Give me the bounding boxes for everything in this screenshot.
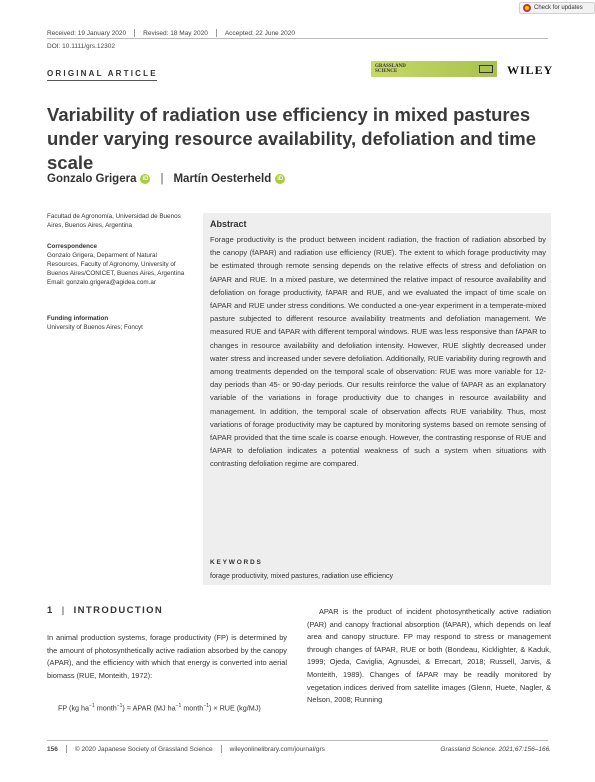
- intro-paragraph-right: APAR is the product of incident photosynthetically active radiation (PAR) and canopy fractional absorption (fAPAR), which depends on leaf area and canopy structure. FP may respond to stress or management through changes of fAPAR, RUE or both (Bondeau, Kicklighter, & Kaduk, 1999; Ojeda, Caviglia, Agnusdei, & Errecart, 2018; Russell, Jarvis, & Monteith, 1989). Changes of fAPAR may be readily monitored by vegetation indices derived from satellite images (Glenn, Huete, Nagler, & Nelson, 2008; Running: [307, 607, 551, 705]
- journal-logo-line1: GRASSLAND: [375, 64, 406, 69]
- page-footer: [47, 745, 551, 753]
- correspondence-email[interactable]: Email: gonzalo.grigera@agidea.com.ar: [47, 279, 156, 286]
- journal-logo: [371, 61, 497, 77]
- copyright: © 2020 Japanese Society of Grassland Science: [74, 745, 213, 753]
- journal-url[interactable]: wileyonlinelibrary.com/journal/grs: [229, 745, 325, 753]
- section-number: 1: [47, 605, 54, 616]
- author-name[interactable]: Gonzalo Grigera: [47, 173, 137, 185]
- check-for-updates-label: Check for updates: [534, 5, 583, 11]
- check-for-updates-icon: [523, 4, 531, 12]
- article-type-underline: [47, 80, 157, 81]
- keywords-heading: KEYWORDS: [210, 559, 263, 566]
- correspondence: [47, 242, 187, 287]
- correspondence-body: Gonzalo Grigera, Deparment of Natural Resources, Faculty of Agronomy, University of Buenos Aires/CONICET, Buenos Aires, Argentina: [47, 252, 185, 277]
- divider: [221, 745, 222, 753]
- correspondence-heading: Correspondence: [47, 243, 98, 250]
- section-title: INTRODUCTION: [73, 605, 164, 616]
- journal-logo-line2: SCIENCE: [375, 69, 398, 74]
- received-date: Received: 19 January 2020: [47, 29, 127, 37]
- author-name[interactable]: Martín Oesterheld: [173, 173, 272, 185]
- abstract-body: Forage productivity is the product between incident radiation, the fraction of radiation absorbed by the canopy (fAPAR) and radiation use efficiency (RUE). The extent to which forage productivity may be estimated through remote sensing depends on the relative effects of stress and defoliation on fAPAR and RUE. In a mixed pasture, we determined the relative impact of resource availability and defoliation on forage productivity, fAPAR and RUE, and we evaluated the impact of time scale on fAPAR and RUE under stress conditions. We conducted a one-year experiment in a temperate-mixed pasture subjected to different resource availability treatments and defoliation management. We measured RUE and fAPAR with different temporal windows. RUE was less responsive than fAPAR to changes in resource availability and defoliation intensity. However, RUE slightly decreased under water stress and increased under severe defoliation. Additionally, RUE variability during regrowth and among treatments depended on the temporal scale of observation: RUE was more variable for 12-day periods than 45- or 90-day periods. Our results reinforce the value of fAPAR as an explanatory variable of the variations in forage productivity due to changes in resource availability and management. In addition, the temporal scale of observation affects RUE variability. Thus, most variations of forage productivity may be captured by monitoring systems based on remote sensing of fAPAR provided that the time scale is coarse enough. However, the contrasting response of RUE and fAPAR to defoliation indicates a potential weakness of such a system when situations with contrasting defoliation regime are compared.: [210, 235, 546, 469]
- page-number: 156: [47, 745, 58, 753]
- article-history: [47, 29, 295, 37]
- funding-information: [47, 314, 187, 332]
- footer-rule: [47, 740, 548, 741]
- divider: [134, 29, 135, 37]
- orcid-icon[interactable]: iD: [142, 176, 149, 182]
- orcid-icon[interactable]: iD: [277, 176, 284, 182]
- abstract-heading: Abstract: [210, 219, 247, 229]
- journal-emblem-icon: [479, 65, 493, 73]
- article-title: Variability of radiation use efficiency in mixed pastures under varying resource availability, defoliation and time scale: [47, 104, 537, 173]
- divider: [216, 29, 217, 37]
- funding-heading: Funding information: [47, 315, 109, 322]
- revised-date: Revised: 18 May 2020: [143, 29, 208, 37]
- check-for-updates-badge[interactable]: [519, 2, 595, 14]
- accepted-date: Accepted: 22 June 2020: [224, 29, 295, 37]
- section-heading: 1 | INTRODUCTION: [47, 605, 164, 616]
- divider: [66, 745, 67, 753]
- equation: FP (kg $ha^{-1}$ month$^{-1}$) = APAR (MJ $ha^{-1}$ month$^{-1}$) × RUE (kg/MJ): [58, 703, 261, 713]
- intro-paragraph-left: In animal production systems, forage productivity (FP) is determined by the amount of photosynthetically active radiation absorbed by the canopy (APAR), and the efficiency with which that energy is converted into aerial biomass (RUE, Monteith, 1972):: [47, 633, 287, 680]
- author-separator: |: [160, 173, 164, 185]
- doi[interactable]: DOI: 10.1111/grs.12302: [47, 43, 115, 50]
- affiliation: Facultad de Agronomía, Universidad de Buenos Aires, Buenos Aires, Argentina: [47, 213, 181, 229]
- keywords-list: forage productivity, mixed pastures, radiation use efficiency: [210, 573, 394, 580]
- publisher-logo: WILEY: [507, 63, 554, 77]
- funding-body: University of Buenos Aires; Foncyt: [47, 324, 143, 331]
- article-type: ORIGINAL ARTICLE: [47, 69, 158, 78]
- author-list: [47, 173, 285, 185]
- header-rule: [47, 38, 548, 39]
- citation: Grassland Science. 2021;67:156–166.: [440, 745, 551, 753]
